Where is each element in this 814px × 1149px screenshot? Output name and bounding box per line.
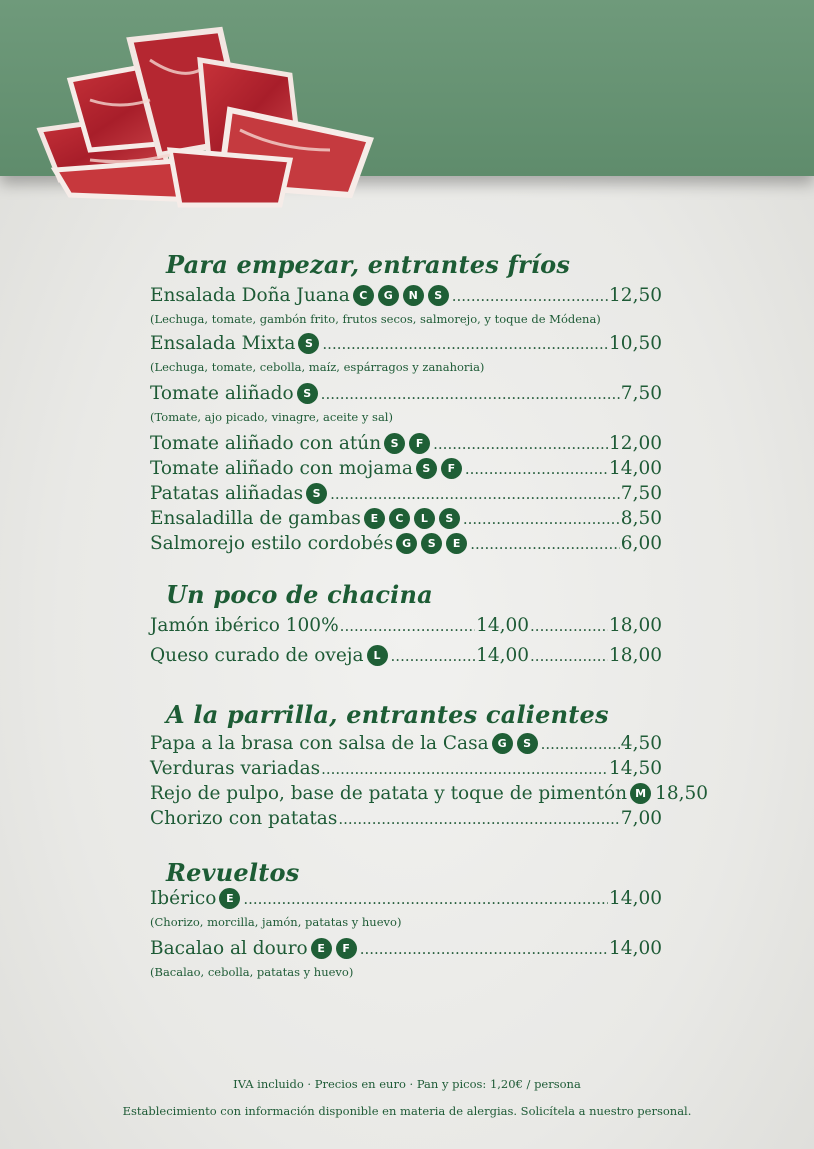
- section-title: Un poco de chacina: [166, 580, 433, 609]
- menu-item: [150, 530, 662, 554]
- menu-item-price: 14,00: [609, 938, 662, 959]
- dot-leader: [330, 485, 620, 503]
- allergen-icons: [492, 733, 538, 754]
- menu-item-name: Chorizo con patatas: [150, 808, 338, 829]
- dot-leader: [463, 510, 620, 528]
- allergen-icons: [367, 645, 388, 666]
- menu-item-price: 4,50: [620, 733, 662, 754]
- menu-item-price: 14,00: [609, 888, 662, 909]
- gluten-icon: G: [492, 733, 513, 754]
- menu-item-price: 14,50: [609, 758, 662, 779]
- menu-item: [150, 380, 662, 404]
- menu-item: [150, 612, 662, 636]
- menu-item-name: Bacalao al douro: [150, 938, 308, 959]
- menu-item-name: Salmorejo estilo cordobés: [150, 533, 394, 554]
- sulphite-icon: S: [297, 383, 318, 404]
- menu-item-price: 12,00: [609, 433, 662, 454]
- menu-item-name: Tomate aliñado con atún: [150, 433, 382, 454]
- menu-item: [150, 935, 662, 959]
- dot-leader: [321, 385, 620, 403]
- footer-tax-note: IVA incluido · Precios en euro · Pan y picos: 1,20€ / persona: [233, 1077, 581, 1091]
- sulphite-icon: S: [384, 433, 405, 454]
- crustacean-icon: C: [389, 508, 410, 529]
- allergen-icons: [353, 285, 449, 306]
- dot-leader: [338, 810, 619, 828]
- menu-item: [150, 805, 662, 829]
- menu-item-price: 18,50: [655, 783, 709, 804]
- menu-item-name: Verduras variadas: [150, 758, 321, 779]
- sulphite-icon: S: [298, 333, 319, 354]
- allergen-icons: [219, 888, 240, 909]
- dot-leader: [530, 617, 608, 635]
- allergen-icons: [298, 333, 319, 354]
- menu-item-name: Jamón ibérico 100%: [150, 615, 339, 636]
- menu-item-price: 7,50: [620, 383, 662, 404]
- section-title: Revueltos: [166, 858, 300, 887]
- menu-item: [150, 480, 662, 504]
- menu-item-name: Ensaladilla de gambas: [150, 508, 361, 529]
- dot-leader: [452, 287, 608, 305]
- dot-leader: [433, 435, 608, 453]
- menu-item: [150, 330, 662, 354]
- menu-item-name: Rejo de pulpo, base de patata y toque de pimentón: [150, 783, 628, 804]
- egg-icon: E: [311, 938, 332, 959]
- crustacean-icon: C: [353, 285, 374, 306]
- menu-item-name: Tomate aliñado con mojama: [150, 458, 413, 479]
- dot-leader: [391, 647, 476, 665]
- menu-item: [150, 885, 662, 909]
- allergen-icons: [384, 433, 430, 454]
- allergen-icons: [364, 508, 460, 529]
- menu-item-name: Ibérico: [150, 888, 217, 909]
- jamon-slices-image: [30, 20, 390, 220]
- dot-leader: [465, 460, 608, 478]
- sulphite-icon: S: [439, 508, 460, 529]
- dot-leader: [322, 335, 608, 353]
- menu-item-price: 7,00: [620, 808, 662, 829]
- dot-leader: [530, 647, 608, 665]
- menu-item-price: 6,00: [620, 533, 662, 554]
- menu-item-name: Patatas aliñadas: [150, 483, 304, 504]
- allergen-icons: [396, 533, 467, 554]
- menu-item-name: Queso curado de oveja: [150, 645, 364, 666]
- sulphite-icon: S: [306, 483, 327, 504]
- allergen-icons: [416, 458, 462, 479]
- allergen-icons: [306, 483, 327, 504]
- menu-item-description: (Chorizo, morcilla, jamón, patatas y huevo): [150, 915, 402, 929]
- dot-leader: [321, 760, 608, 778]
- fish-icon: F: [336, 938, 357, 959]
- menu-item-price-half: 14,00: [476, 645, 530, 666]
- dot-leader: [243, 890, 608, 908]
- menu-item-price: 7,50: [620, 483, 662, 504]
- dairy-icon: L: [367, 645, 388, 666]
- mollusc-icon: M: [630, 783, 651, 804]
- menu-item: [150, 730, 662, 754]
- menu-item-description: (Lechuga, tomate, gambón frito, frutos secos, salmorejo, y toque de Módena): [150, 312, 601, 326]
- dairy-icon: L: [414, 508, 435, 529]
- menu-item: [150, 505, 662, 529]
- allergen-icons: [630, 783, 651, 804]
- fish-icon: F: [409, 433, 430, 454]
- sulphite-icon: S: [421, 533, 442, 554]
- menu-item-price: 14,00: [609, 458, 662, 479]
- dot-leader: [470, 535, 620, 553]
- egg-icon: E: [364, 508, 385, 529]
- section-title: Para empezar, entrantes fríos: [166, 250, 571, 279]
- menu-item-name: Ensalada Mixta: [150, 333, 296, 354]
- dot-leader: [541, 735, 620, 753]
- allergen-icons: [297, 383, 318, 404]
- dot-leader: [340, 617, 475, 635]
- menu-item-description: (Tomate, ajo picado, vinagre, aceite y sal): [150, 410, 393, 424]
- menu-item: [150, 430, 662, 454]
- gluten-icon: G: [396, 533, 417, 554]
- nuts-icon: N: [403, 285, 424, 306]
- menu-item: [150, 282, 662, 306]
- menu-item-price: 8,50: [620, 508, 662, 529]
- gluten-icon: G: [378, 285, 399, 306]
- menu-item-price: 18,00: [609, 615, 662, 636]
- sulphite-icon: S: [416, 458, 437, 479]
- menu-item-description: (Bacalao, cebolla, patatas y huevo): [150, 965, 354, 979]
- sulphite-icon: S: [428, 285, 449, 306]
- menu-item-price: 10,50: [609, 333, 662, 354]
- menu-item: [150, 455, 662, 479]
- allergen-icons: [311, 938, 357, 959]
- section-title: A la parrilla, entrantes calientes: [166, 700, 609, 729]
- menu-item-description: (Lechuga, tomate, cebolla, maíz, espárragos y zanahoria): [150, 360, 485, 374]
- menu-item-price: 12,50: [609, 285, 662, 306]
- menu-item-price-half: 14,00: [476, 615, 530, 636]
- menu-item: [150, 780, 709, 804]
- footer-allergy-note: Establecimiento con información disponible en materia de alergias. Solicítela a nuestro personal.: [122, 1104, 692, 1118]
- menu-item-name: Ensalada Doña Juana: [150, 285, 350, 306]
- menu-item: [150, 755, 662, 779]
- menu-item-name: Papa a la brasa con salsa de la Casa: [150, 733, 489, 754]
- menu-item-price: 18,00: [609, 645, 662, 666]
- dot-leader: [360, 940, 608, 958]
- menu-item: [150, 642, 662, 666]
- egg-icon: E: [446, 533, 467, 554]
- menu-item-name: Tomate aliñado: [150, 383, 294, 404]
- egg-icon: E: [219, 888, 240, 909]
- sulphite-icon: S: [517, 733, 538, 754]
- fish-icon: F: [441, 458, 462, 479]
